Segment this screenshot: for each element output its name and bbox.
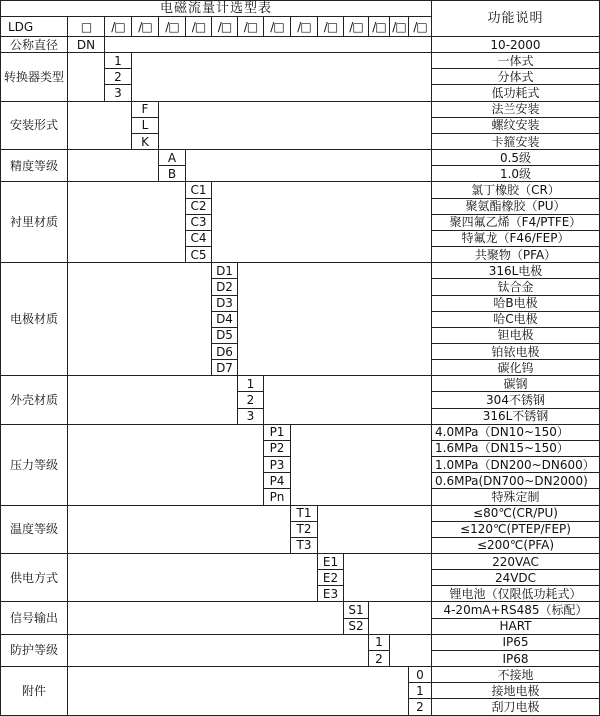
section-label: 安装形式 xyxy=(1,102,67,149)
option-description: IP68 xyxy=(432,651,599,666)
model-box: /□ xyxy=(390,17,408,36)
model-prefix: LDG xyxy=(1,17,67,36)
option-code: Pn xyxy=(264,489,290,504)
option-description: 220VAC xyxy=(432,554,599,569)
option-code: S1 xyxy=(344,602,368,617)
model-box: /□ xyxy=(344,17,368,36)
option-description: 卡箍安装 xyxy=(432,134,599,149)
option-code: C2 xyxy=(186,199,211,214)
section-label: 电极材质 xyxy=(1,263,67,375)
model-box: /□ xyxy=(369,17,389,36)
section-label: 信号输出 xyxy=(1,602,67,633)
option-description: 哈B电极 xyxy=(432,296,599,311)
option-description: ≤200℃(PFA) xyxy=(432,538,599,553)
option-description: 低功耗式 xyxy=(432,85,599,100)
spacer-cell xyxy=(291,425,431,505)
option-code: D3 xyxy=(212,296,237,311)
option-code: 3 xyxy=(238,409,263,424)
function-column-header: 功能说明 xyxy=(432,1,599,36)
spacer-cell xyxy=(238,263,431,375)
model-box: /□ xyxy=(291,17,317,36)
spacer-cell xyxy=(212,182,431,262)
option-code: 2 xyxy=(369,651,389,666)
spacer-cell xyxy=(68,263,211,375)
spacer-cell xyxy=(369,602,431,633)
model-box: /□ xyxy=(212,17,237,36)
option-description: 4-20mA+RS485（标配） xyxy=(432,602,599,617)
section-label: 附件 xyxy=(1,667,67,714)
model-box-first: □ xyxy=(68,17,104,36)
option-code: P2 xyxy=(264,441,290,456)
option-description: 刮刀电极 xyxy=(432,699,599,714)
spacer-cell xyxy=(68,182,185,262)
option-code: K xyxy=(132,134,158,149)
option-code: 1 xyxy=(369,635,389,650)
option-description: 0.5级 xyxy=(432,150,599,165)
model-box: /□ xyxy=(105,17,131,36)
section-label: 供电方式 xyxy=(1,554,67,601)
option-code: D4 xyxy=(212,312,237,327)
option-description: 不接地 xyxy=(432,667,599,682)
option-description: 特氟龙（F46/FEP） xyxy=(432,231,599,246)
option-code: C4 xyxy=(186,231,211,246)
option-code: D7 xyxy=(212,360,237,375)
option-description: 聚氨酯橡胶（PU） xyxy=(432,199,599,214)
option-description: 法兰安装 xyxy=(432,102,599,117)
spacer-cell xyxy=(68,425,263,505)
spacer-cell xyxy=(68,635,368,666)
spacer-cell xyxy=(159,102,431,149)
option-description: 0.6MPa(DN700~DN2000) xyxy=(432,473,599,488)
option-description: 接地电极 xyxy=(432,683,599,698)
option-code: 2 xyxy=(238,392,263,407)
option-description: 一体式 xyxy=(432,53,599,68)
option-code: P4 xyxy=(264,473,290,488)
option-description: 316L电极 xyxy=(432,263,599,278)
table-title: 电磁流量计选型表 xyxy=(1,1,431,16)
spacer-cell xyxy=(105,37,431,52)
spacer-cell xyxy=(68,602,343,633)
spacer-cell xyxy=(318,506,431,553)
section-label: 防护等级 xyxy=(1,635,67,666)
option-description: ≤120℃(PTEP/FEP) xyxy=(432,522,599,537)
spacer-cell xyxy=(186,150,431,181)
option-description: 聚四氟乙烯（F4/PTFE） xyxy=(432,215,599,230)
option-description: 1.6MPa（DN15~150） xyxy=(432,441,599,456)
option-code: 2 xyxy=(105,69,131,84)
option-code: 1 xyxy=(409,683,431,698)
section-label: 衬里材质 xyxy=(1,182,67,262)
spacer-cell xyxy=(132,53,431,100)
option-code: A xyxy=(159,150,185,165)
option-description: 铂铱电极 xyxy=(432,344,599,359)
section-label: 压力等级 xyxy=(1,425,67,505)
option-description: IP65 xyxy=(432,635,599,650)
option-code: C5 xyxy=(186,247,211,262)
model-box: /□ xyxy=(318,17,343,36)
spacer-cell xyxy=(68,102,131,149)
option-description: 316L不锈钢 xyxy=(432,409,599,424)
option-code: T3 xyxy=(291,538,317,553)
option-code: DN xyxy=(68,37,104,52)
option-description: 分体式 xyxy=(432,69,599,84)
spacer-cell xyxy=(68,376,237,423)
model-box: /□ xyxy=(159,17,185,36)
option-description: ≤80℃(CR/PU) xyxy=(432,506,599,521)
option-description: 哈C电极 xyxy=(432,312,599,327)
option-code: 0 xyxy=(409,667,431,682)
section-label: 温度等级 xyxy=(1,506,67,553)
option-code: F xyxy=(132,102,158,117)
option-code: P3 xyxy=(264,457,290,472)
spacer-cell xyxy=(68,506,290,553)
option-code: P1 xyxy=(264,425,290,440)
spacer-cell xyxy=(68,667,408,714)
option-description: 共聚物（PFA） xyxy=(432,247,599,262)
section-label: 精度等级 xyxy=(1,150,67,181)
option-code: E1 xyxy=(318,554,343,569)
spacer-cell xyxy=(68,554,317,601)
section-label: 公称直径 xyxy=(1,37,67,52)
option-description: HART xyxy=(432,619,599,634)
option-description: 螺纹安装 xyxy=(432,118,599,133)
option-code: B xyxy=(159,166,185,181)
option-description: 特殊定制 xyxy=(432,489,599,504)
section-label: 外壳材质 xyxy=(1,376,67,423)
option-description: 钽电极 xyxy=(432,328,599,343)
option-description: 钛合金 xyxy=(432,279,599,294)
model-box: /□ xyxy=(186,17,211,36)
option-description: 24VDC xyxy=(432,570,599,585)
option-description: 10-2000 xyxy=(432,37,599,52)
option-code: L xyxy=(132,118,158,133)
option-description: 碳钢 xyxy=(432,376,599,391)
section-label: 转换器类型 xyxy=(1,53,67,100)
option-code: E2 xyxy=(318,570,343,585)
option-code: 3 xyxy=(105,85,131,100)
option-code: T1 xyxy=(291,506,317,521)
spacer-cell xyxy=(264,376,431,423)
spacer-cell xyxy=(68,53,104,100)
model-box: /□ xyxy=(238,17,263,36)
option-description: 锂电池（仅限低功耗式） xyxy=(432,586,599,601)
spacer-cell xyxy=(344,554,431,601)
option-code: S2 xyxy=(344,619,368,634)
option-code: 2 xyxy=(409,699,431,714)
option-code: C1 xyxy=(186,182,211,197)
spacer-cell xyxy=(68,150,158,181)
option-description: 1.0MPa（DN200~DN600） xyxy=(432,457,599,472)
option-code: 1 xyxy=(105,53,131,68)
option-description: 1.0级 xyxy=(432,166,599,181)
model-box: /□ xyxy=(132,17,158,36)
spacer-cell xyxy=(390,635,431,666)
option-description: 304不锈钢 xyxy=(432,392,599,407)
model-box: /□ xyxy=(264,17,290,36)
option-description: 碳化钨 xyxy=(432,360,599,375)
option-code: D2 xyxy=(212,279,237,294)
model-box: /□ xyxy=(409,17,431,36)
option-code: D6 xyxy=(212,344,237,359)
option-code: E3 xyxy=(318,586,343,601)
option-code: D1 xyxy=(212,263,237,278)
option-code: T2 xyxy=(291,522,317,537)
option-code: 1 xyxy=(238,376,263,391)
option-code: C3 xyxy=(186,215,211,230)
option-description: 氯丁橡胶（CR） xyxy=(432,182,599,197)
option-code: D5 xyxy=(212,328,237,343)
option-description: 4.0MPa（DN10~150） xyxy=(432,425,599,440)
